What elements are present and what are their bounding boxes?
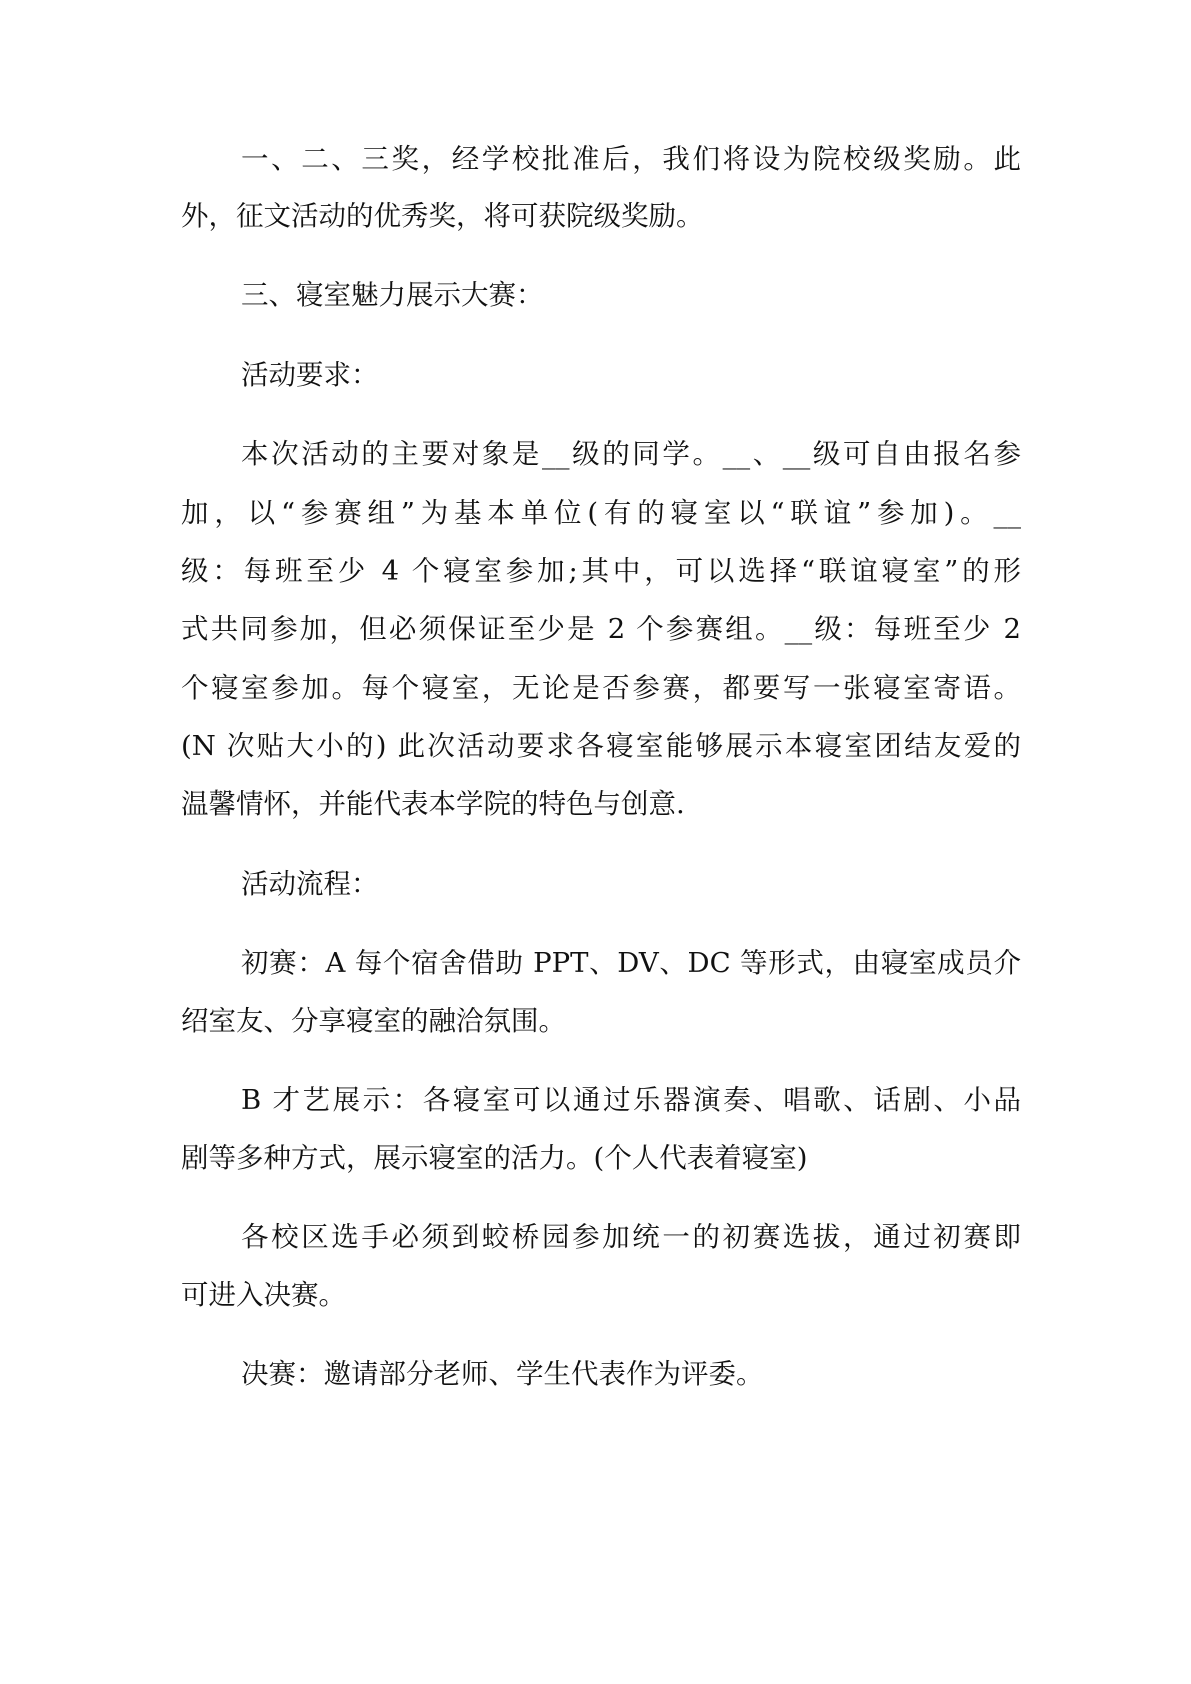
paragraph-line: 温馨情怀，并能代表本学院的特色与创意. <box>181 788 685 820</box>
paragraph-line: 外，征文活动的优秀奖，将可获院级奖励。 <box>181 200 704 232</box>
paragraph-line: 个寝室参加。每个寝室，无论是否参赛，都要写一张寝室寄语。 <box>181 672 1021 704</box>
paragraph-line: 初赛：A 每个宿舍借助 PPT、DV、DC 等形式，由寝室成员介 <box>241 947 1021 979</box>
subheading: 活动要求： <box>241 359 379 391</box>
paragraph-line: 各校区选手必须到蛟桥园参加统一的初赛选拔，通过初赛即 <box>241 1221 1021 1253</box>
paragraph-line: 本次活动的主要对象是__级的同学。__、__级可自由报名参 <box>241 438 1021 470</box>
section-heading: 三、寝室魅力展示大赛： <box>241 279 544 311</box>
paragraph-line: (N 次贴大小的) 此次活动要求各寝室能够展示本寝室团结友爱的 <box>181 730 1021 762</box>
paragraph-line: 加，以“参赛组”为基本单位(有的寝室以“联谊”参加)。__ <box>181 497 1021 529</box>
paragraph-line: 决赛：邀请部分老师、学生代表作为评委。 <box>241 1358 764 1390</box>
paragraph-line: 级：每班至少 4 个寝室参加;其中，可以选择“联谊寝室”的形 <box>181 555 1021 587</box>
subheading: 活动流程： <box>241 868 379 900</box>
paragraph-line: 一、二、三奖，经学校批准后，我们将设为院校级奖励。此 <box>241 143 1021 175</box>
paragraph-line: B 才艺展示：各寝室可以通过乐器演奏、唱歌、话剧、小品 <box>241 1084 1021 1116</box>
paragraph-line: 剧等多种方式，展示寝室的活力。(个人代表着寝室) <box>181 1142 808 1174</box>
paragraph-line: 式共同参加，但必须保证至少是 2 个参赛组。__级：每班至少 2 <box>181 613 1021 645</box>
paragraph-line: 绍室友、分享寝室的融洽氛围。 <box>181 1005 566 1037</box>
paragraph-line: 可进入决赛。 <box>181 1279 346 1311</box>
